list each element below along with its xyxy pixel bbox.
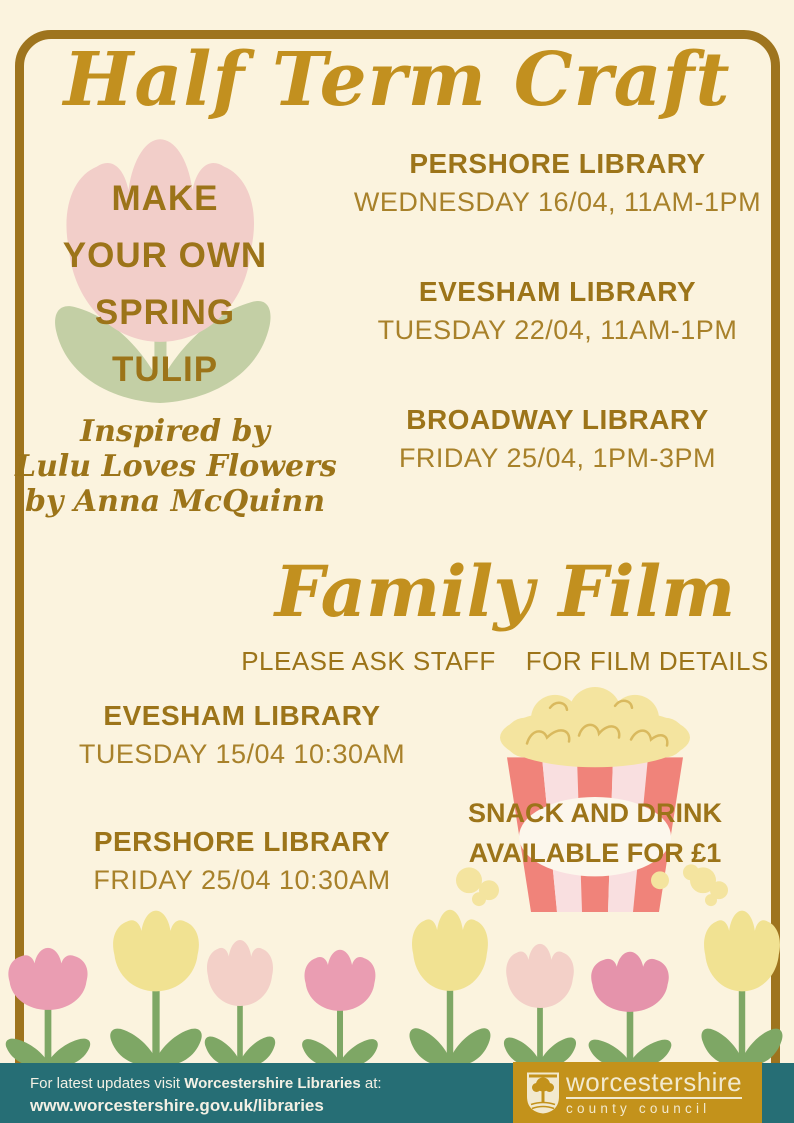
tulip-row-flower: [0, 945, 96, 1072]
inspired-line: by Anna McQuinn: [24, 484, 326, 519]
film-note-left: PLEASE ASK STAFF: [241, 646, 496, 676]
craft-headline-line: SPRING: [94, 293, 236, 332]
library-name: PERSHORE LIBRARY: [93, 826, 391, 857]
council-logo-text: [566, 1069, 742, 1116]
inspired-line: Inspired by: [80, 414, 270, 449]
inspired-line: Lulu Loves Flowers: [15, 449, 337, 484]
snack-line: AVAILABLE FOR £1: [468, 838, 722, 868]
film-section-title: Family Film: [274, 550, 736, 633]
film-event: [22, 700, 462, 770]
event-datetime: WEDNESDAY 16/04, 11AM-1PM: [353, 187, 762, 217]
council-logo: [513, 1062, 762, 1123]
poster-title: Half Term Craft: [63, 37, 731, 123]
craft-event: [330, 404, 785, 474]
council-subtitle: county council: [566, 1101, 711, 1117]
footer-text: For latest updates visit: [30, 1075, 185, 1092]
tulip-row-flower: [696, 907, 788, 1072]
film-event: [22, 826, 462, 896]
event-datetime: FRIDAY 25/04, 1PM-3PM: [398, 443, 717, 473]
craft-event: [330, 148, 785, 218]
footer-text-bold: Worcestershire Libraries: [184, 1075, 361, 1092]
film-note-right: FOR FILM DETAILS: [525, 646, 769, 676]
event-datetime: FRIDAY 25/04 10:30AM: [93, 865, 391, 895]
tulip-row-flower: [104, 907, 208, 1072]
craft-events-list: [330, 148, 785, 532]
library-name: EVESHAM LIBRARY: [418, 276, 697, 307]
snack-note: [445, 793, 745, 873]
library-name: BROADWAY LIBRARY: [406, 404, 709, 435]
craft-headline-line: TULIP: [111, 350, 219, 389]
council-crest-icon: [525, 1070, 561, 1115]
snack-line: SNACK AND DRINK: [468, 798, 722, 828]
footer-url: www.worcestershire.gov.uk/libraries: [30, 1096, 324, 1115]
council-name: worcestershire: [566, 1067, 743, 1098]
library-name: PERSHORE LIBRARY: [409, 148, 706, 179]
footer-text: at:: [360, 1075, 382, 1092]
tulip-row-flower: [404, 906, 496, 1072]
craft-event: [330, 276, 785, 346]
tulip-row-flower: [583, 949, 677, 1072]
film-note: [205, 646, 794, 677]
film-events-list: [22, 700, 462, 952]
event-datetime: TUESDAY 22/04, 11AM-1PM: [377, 315, 738, 345]
tulip-row-flower: [200, 937, 280, 1072]
tulip-row-flower: [499, 941, 581, 1072]
craft-headline-line: YOUR OWN: [62, 236, 268, 275]
craft-headline-line: MAKE: [111, 179, 219, 218]
tulip-row-flower: [297, 947, 383, 1072]
inspired-by-text: [15, 414, 335, 519]
event-datetime: TUESDAY 15/04 10:30AM: [78, 739, 406, 769]
craft-headline: [30, 170, 300, 398]
library-name: EVESHAM LIBRARY: [103, 700, 381, 731]
